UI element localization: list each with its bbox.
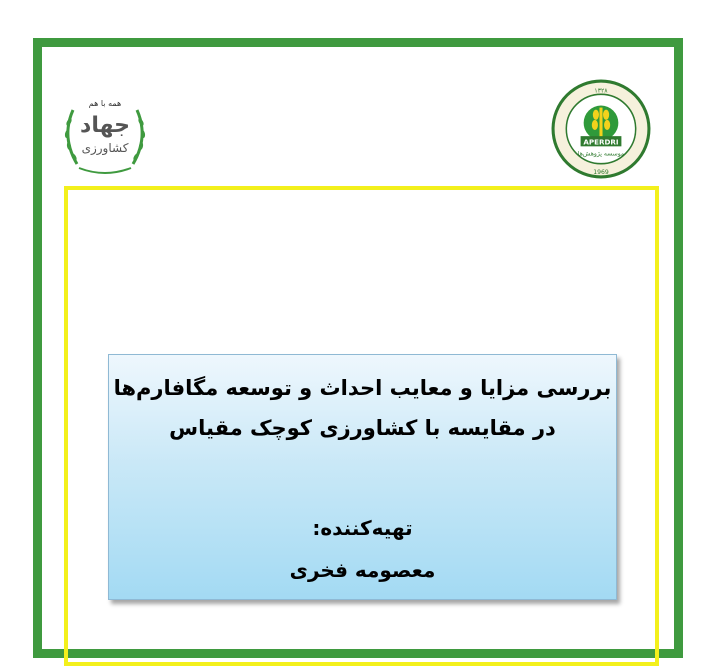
- document-title-line-2: در مقایسه با کشاورزی کوچک مقیاس: [169, 416, 556, 440]
- logo-left-name-1: جهاد: [80, 113, 130, 138]
- logo-left-name-2: کشاورزی: [81, 141, 129, 155]
- aperdri-seal-logo: [550, 78, 652, 180]
- prepared-by-label: تهیه‌کننده:: [312, 516, 413, 540]
- logo-right-year: 1969: [593, 168, 609, 176]
- document-title-line-1: بررسی مزایا و معایب احداث و توسعه مگافارم‌ها: [113, 376, 612, 400]
- author-name: معصومه فخری: [289, 558, 436, 582]
- jahad-keshavarzi-logo: [55, 82, 155, 182]
- title-box: [108, 354, 617, 600]
- logo-right-abbr: APERDRI: [583, 137, 619, 147]
- logo-left-top-text: همه با هم: [88, 99, 122, 108]
- logo-right-year-fa: ۱۳۲۸: [594, 87, 608, 95]
- logo-right-fa-text: موسسه پژوهش‌ها: [577, 150, 625, 158]
